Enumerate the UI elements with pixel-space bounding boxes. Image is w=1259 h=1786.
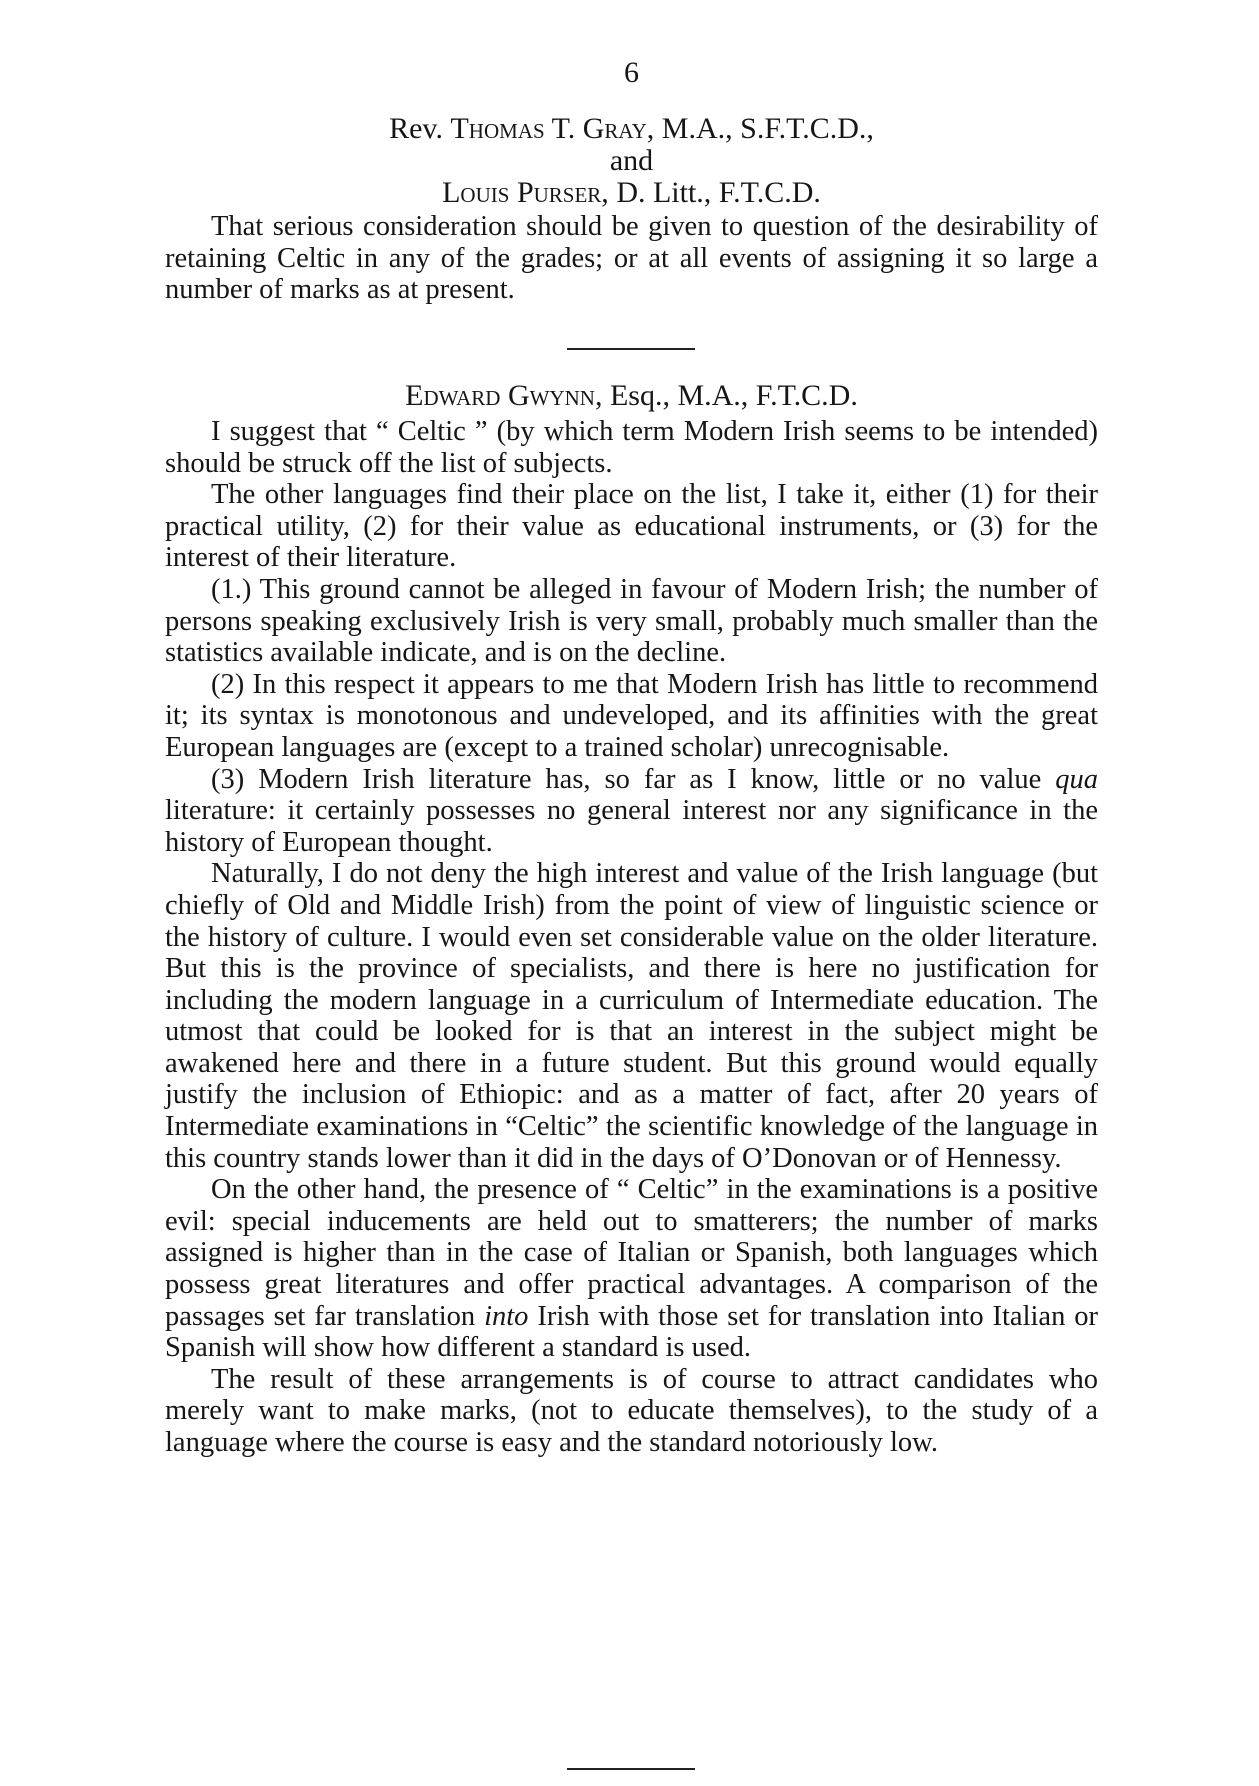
author-heading-gray	[165, 113, 1098, 145]
author-credentials-purser: D. Litt., F.T.C.D.	[608, 176, 821, 209]
section-gray-purser	[165, 113, 1098, 306]
paragraph-text: (3) Modern Irish literature has, so far as I know, little or no value	[211, 763, 1056, 795]
author-name-gwynn: Edward Gwynn,	[405, 379, 603, 412]
paragraph	[165, 1174, 1098, 1364]
author-name-purser: Louis Purser,	[442, 176, 609, 209]
paragraph: (2) In this respect it appears to me that Modern Irish has little to recommend it; its syntax is monotonous and undeveloped, and its affinities with the great European languages are (except to a trained scholar) unrecognisable.	[165, 668, 1098, 763]
author-name-gray: Thomas T. Gray,	[450, 112, 655, 145]
author-credentials-gwynn: Esq., M.A., F.T.C.D.	[602, 379, 858, 412]
paragraph: The result of these arrangements is of course to attract candidates who merely want to make marks, (not to educate themselves), to the study of a language where the course is easy and the standard notoriously low.	[165, 1363, 1098, 1458]
section-divider	[567, 348, 695, 350]
paragraph: Naturally, I do not deny the high interest and value of the Irish language (but chiefly of Old and Middle Irish) from the point of view of linguistic science or the history of culture. I would even set considerable value on the older literature. But this is the province of specialists, and there is here no justification for including the modern language in a curriculum of Intermediate education. The utmost that could be looked for is that an interest in the subject might be awakened here and there in a future student. But this ground would equally justify the inclusion of Ethiopic: and as a matter of fact, after 20 years of Intermediate examinations in “Celtic” the scientific knowledge of the language in this country stands lower than it did in the days of O’Donovan or of Hennessy.	[165, 858, 1098, 1174]
italic-term: into	[484, 1300, 529, 1332]
paragraph-text: literature: it certainly possesses no general interest nor any significance in the history of European thought.	[165, 795, 1098, 858]
author-conjunction: and	[609, 144, 654, 177]
section-divider	[567, 1768, 695, 1770]
paragraph: That serious consideration should be given to question of the desirability of retaining Celtic in any of the grades; or at all events of assigning it so large a number of marks as at present.	[165, 211, 1098, 306]
page-number: 6	[624, 56, 639, 89]
author-credentials-gray: M.A., S.F.T.C.D.,	[654, 112, 874, 145]
paragraph: The other languages find their place on the list, I take it, either (1) for their practical utility, (2) for their value as educational instruments, or (3) for the interest of their literature.	[165, 479, 1098, 574]
author-prefix: Rev.	[389, 112, 451, 145]
paragraph: I suggest that “ Celtic ” (by which term Modern Irish seems to be intended) should be struck off the list of subjects.	[165, 416, 1098, 479]
paragraph	[165, 764, 1098, 859]
paragraph-text: Irish with those set for translation into Italian or Spanish will show how different a standard is used.	[165, 1300, 1098, 1364]
author-heading-gwynn	[165, 380, 1098, 412]
italic-term: qua	[1055, 763, 1098, 795]
paragraph-text: On the other hand, the presence of “ Celtic” in the examinations is a positive evil: special inducements are held out to smatterers; the number of marks assigned is higher than in the case of Italian or Spanish, both languages which possess great literatures and offer practical advantages. A comparison of the passages set far translation	[165, 1174, 1098, 1332]
section-gwynn	[165, 380, 1098, 1459]
paragraph: (1.) This ground cannot be alleged in favour of Modern Irish; the number of persons speaking exclusively Irish is very small, probably much smaller than the statistics available indicate, and is on the decline.	[165, 573, 1098, 669]
author-heading-purser	[165, 177, 1098, 209]
